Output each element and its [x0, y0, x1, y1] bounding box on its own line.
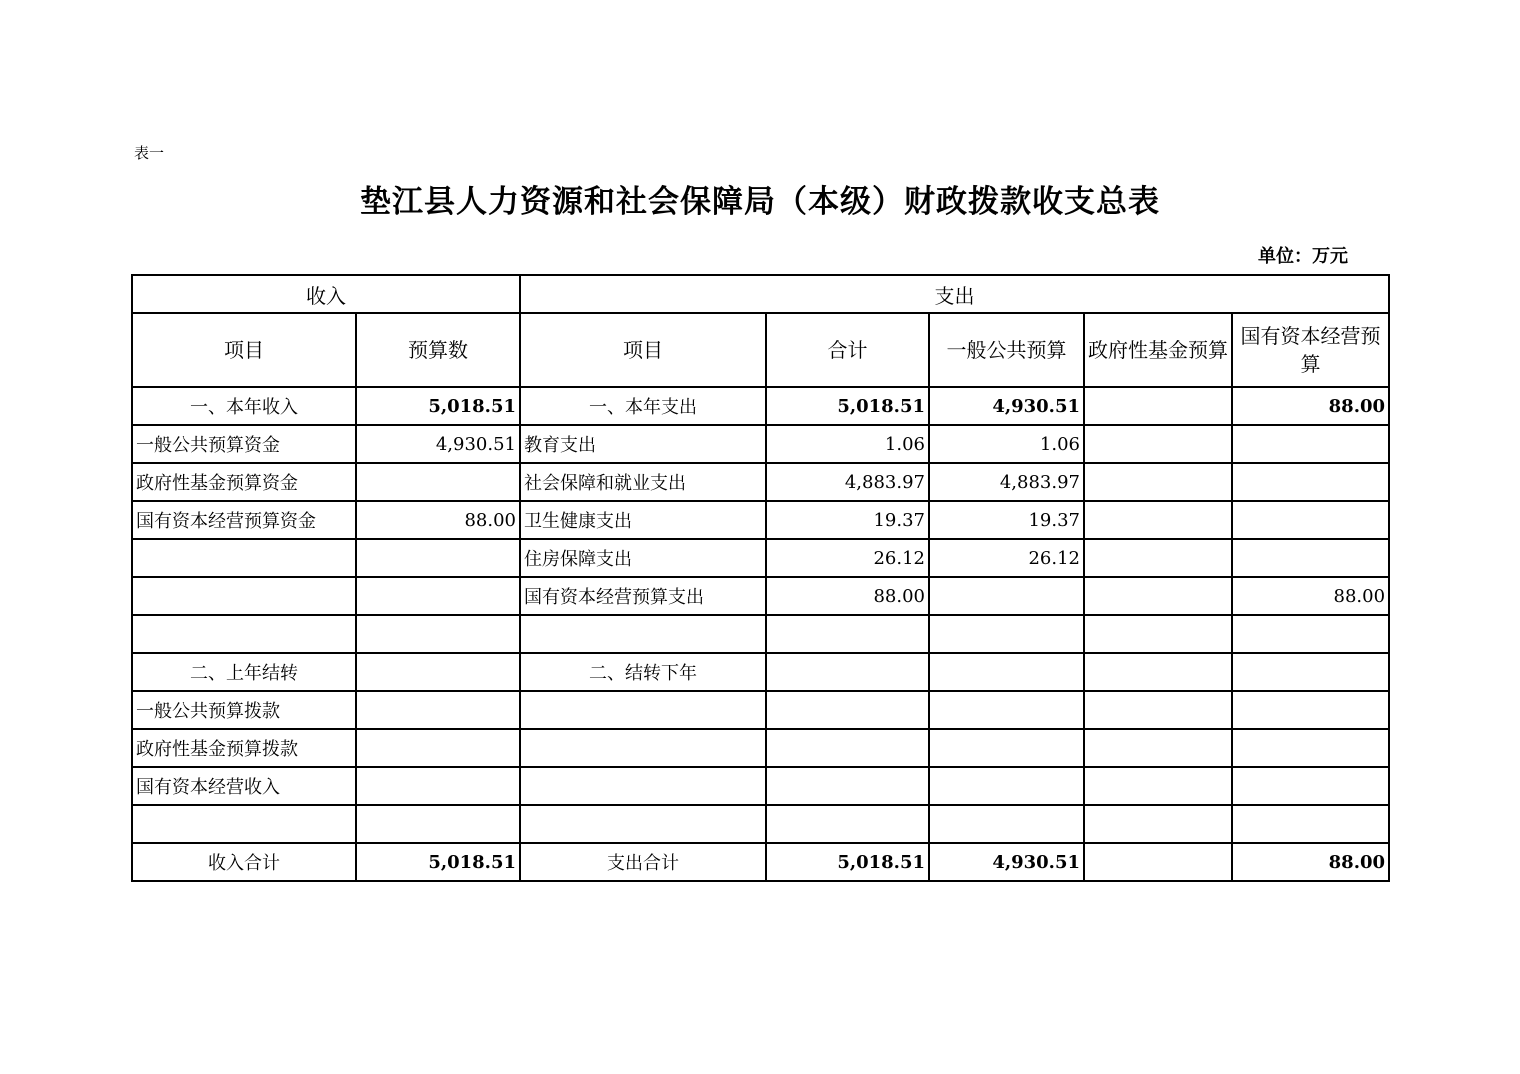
income-item-header: 项目 — [132, 313, 356, 387]
income-item-cell — [132, 615, 356, 653]
column-header-row — [132, 313, 1389, 387]
general-budget-cell: 26.12 — [929, 539, 1084, 577]
fund-budget-cell — [1084, 539, 1232, 577]
table-row — [132, 691, 1389, 729]
expense-item-cell: 一、本年支出 — [520, 387, 766, 425]
income-item-cell — [132, 805, 356, 843]
expense-item-cell: 社会保障和就业支出 — [520, 463, 766, 501]
table-row — [132, 729, 1389, 767]
general-budget-cell — [929, 653, 1084, 691]
expense-item-cell — [520, 805, 766, 843]
general-budget-cell — [929, 729, 1084, 767]
state-capital-cell — [1232, 653, 1389, 691]
income-item-cell: 国有资本经营收入 — [132, 767, 356, 805]
table-row — [132, 539, 1389, 577]
fund-budget-cell — [1084, 425, 1232, 463]
income-item-cell: 政府性基金预算拨款 — [132, 729, 356, 767]
expense-item-cell — [520, 615, 766, 653]
table-row — [132, 767, 1389, 805]
total-cell: 88.00 — [766, 577, 929, 615]
fund-budget-cell — [1084, 843, 1232, 881]
total-cell — [766, 691, 929, 729]
total-cell — [766, 653, 929, 691]
fund-budget-cell — [1084, 805, 1232, 843]
expense-item-cell: 住房保障支出 — [520, 539, 766, 577]
income-amount-cell: 4,930.51 — [356, 425, 520, 463]
income-budget-header: 预算数 — [356, 313, 520, 387]
state-capital-cell — [1232, 729, 1389, 767]
state-capital-cell: 88.00 — [1232, 843, 1389, 881]
income-item-cell: 收入合计 — [132, 843, 356, 881]
total-cell — [766, 767, 929, 805]
general-budget-cell — [929, 767, 1084, 805]
income-amount-cell — [356, 577, 520, 615]
general-budget-cell — [929, 577, 1084, 615]
budget-summary-table — [131, 274, 1390, 882]
income-amount-cell: 5,018.51 — [356, 843, 520, 881]
table-row — [132, 425, 1389, 463]
income-amount-cell — [356, 539, 520, 577]
income-item-cell — [132, 577, 356, 615]
state-capital-cell — [1232, 691, 1389, 729]
general-budget-cell — [929, 805, 1084, 843]
state-capital-cell — [1232, 805, 1389, 843]
table-label: 表一 — [134, 144, 165, 162]
fund-budget-header: 政府性基金预算 — [1084, 313, 1232, 387]
general-budget-cell — [929, 615, 1084, 653]
income-item-cell: 一般公共预算资金 — [132, 425, 356, 463]
income-amount-cell — [356, 805, 520, 843]
table-row — [132, 387, 1389, 425]
state-capital-header: 国有资本经营预算 — [1232, 313, 1389, 387]
income-amount-cell — [356, 615, 520, 653]
total-cell — [766, 729, 929, 767]
income-amount-cell: 5,018.51 — [356, 387, 520, 425]
fund-budget-cell — [1084, 729, 1232, 767]
general-budget-cell: 4,930.51 — [929, 843, 1084, 881]
fund-budget-cell — [1084, 463, 1232, 501]
state-capital-cell: 88.00 — [1232, 577, 1389, 615]
income-amount-cell — [356, 691, 520, 729]
total-cell: 19.37 — [766, 501, 929, 539]
expense-item-cell: 二、结转下年 — [520, 653, 766, 691]
income-item-cell — [132, 539, 356, 577]
expense-group-header: 支出 — [520, 275, 1389, 313]
expense-item-cell — [520, 767, 766, 805]
income-item-cell: 政府性基金预算资金 — [132, 463, 356, 501]
general-budget-cell: 4,883.97 — [929, 463, 1084, 501]
fund-budget-cell — [1084, 653, 1232, 691]
income-group-header: 收入 — [132, 275, 520, 313]
state-capital-cell: 88.00 — [1232, 387, 1389, 425]
total-cell: 5,018.51 — [766, 843, 929, 881]
fund-budget-cell — [1084, 577, 1232, 615]
state-capital-cell — [1232, 501, 1389, 539]
total-cell — [766, 805, 929, 843]
table-row — [132, 843, 1389, 881]
expense-item-cell — [520, 691, 766, 729]
general-budget-header: 一般公共预算 — [929, 313, 1084, 387]
income-item-cell: 二、上年结转 — [132, 653, 356, 691]
income-item-cell: 一般公共预算拨款 — [132, 691, 356, 729]
total-cell — [766, 615, 929, 653]
table-row — [132, 463, 1389, 501]
fund-budget-cell — [1084, 615, 1232, 653]
fund-budget-cell — [1084, 501, 1232, 539]
general-budget-cell: 1.06 — [929, 425, 1084, 463]
total-cell: 5,018.51 — [766, 387, 929, 425]
income-amount-cell — [356, 653, 520, 691]
expense-item-cell: 国有资本经营预算支出 — [520, 577, 766, 615]
total-cell: 4,883.97 — [766, 463, 929, 501]
state-capital-cell — [1232, 767, 1389, 805]
group-header-row — [132, 275, 1389, 313]
income-item-cell: 国有资本经营预算资金 — [132, 501, 356, 539]
expense-item-cell: 卫生健康支出 — [520, 501, 766, 539]
expense-item-cell: 支出合计 — [520, 843, 766, 881]
expense-item-cell — [520, 729, 766, 767]
state-capital-cell — [1232, 463, 1389, 501]
general-budget-cell — [929, 691, 1084, 729]
fund-budget-cell — [1084, 767, 1232, 805]
expense-item-cell: 教育支出 — [520, 425, 766, 463]
unit-label: 单位：万元 — [1258, 246, 1348, 267]
fund-budget-cell — [1084, 691, 1232, 729]
expense-item-header: 项目 — [520, 313, 766, 387]
page-title: 垫江县人力资源和社会保障局（本级）财政拨款收支总表 — [360, 184, 1160, 220]
total-cell: 26.12 — [766, 539, 929, 577]
table-row — [132, 501, 1389, 539]
table-row — [132, 805, 1389, 843]
total-header: 合计 — [766, 313, 929, 387]
table-row — [132, 577, 1389, 615]
income-amount-cell: 88.00 — [356, 501, 520, 539]
state-capital-cell — [1232, 539, 1389, 577]
income-amount-cell — [356, 729, 520, 767]
general-budget-cell: 19.37 — [929, 501, 1084, 539]
table-row — [132, 653, 1389, 691]
state-capital-cell — [1232, 425, 1389, 463]
total-cell: 1.06 — [766, 425, 929, 463]
income-amount-cell — [356, 463, 520, 501]
state-capital-cell — [1232, 615, 1389, 653]
general-budget-cell: 4,930.51 — [929, 387, 1084, 425]
income-item-cell: 一、本年收入 — [132, 387, 356, 425]
table-row — [132, 615, 1389, 653]
income-amount-cell — [356, 767, 520, 805]
fund-budget-cell — [1084, 387, 1232, 425]
